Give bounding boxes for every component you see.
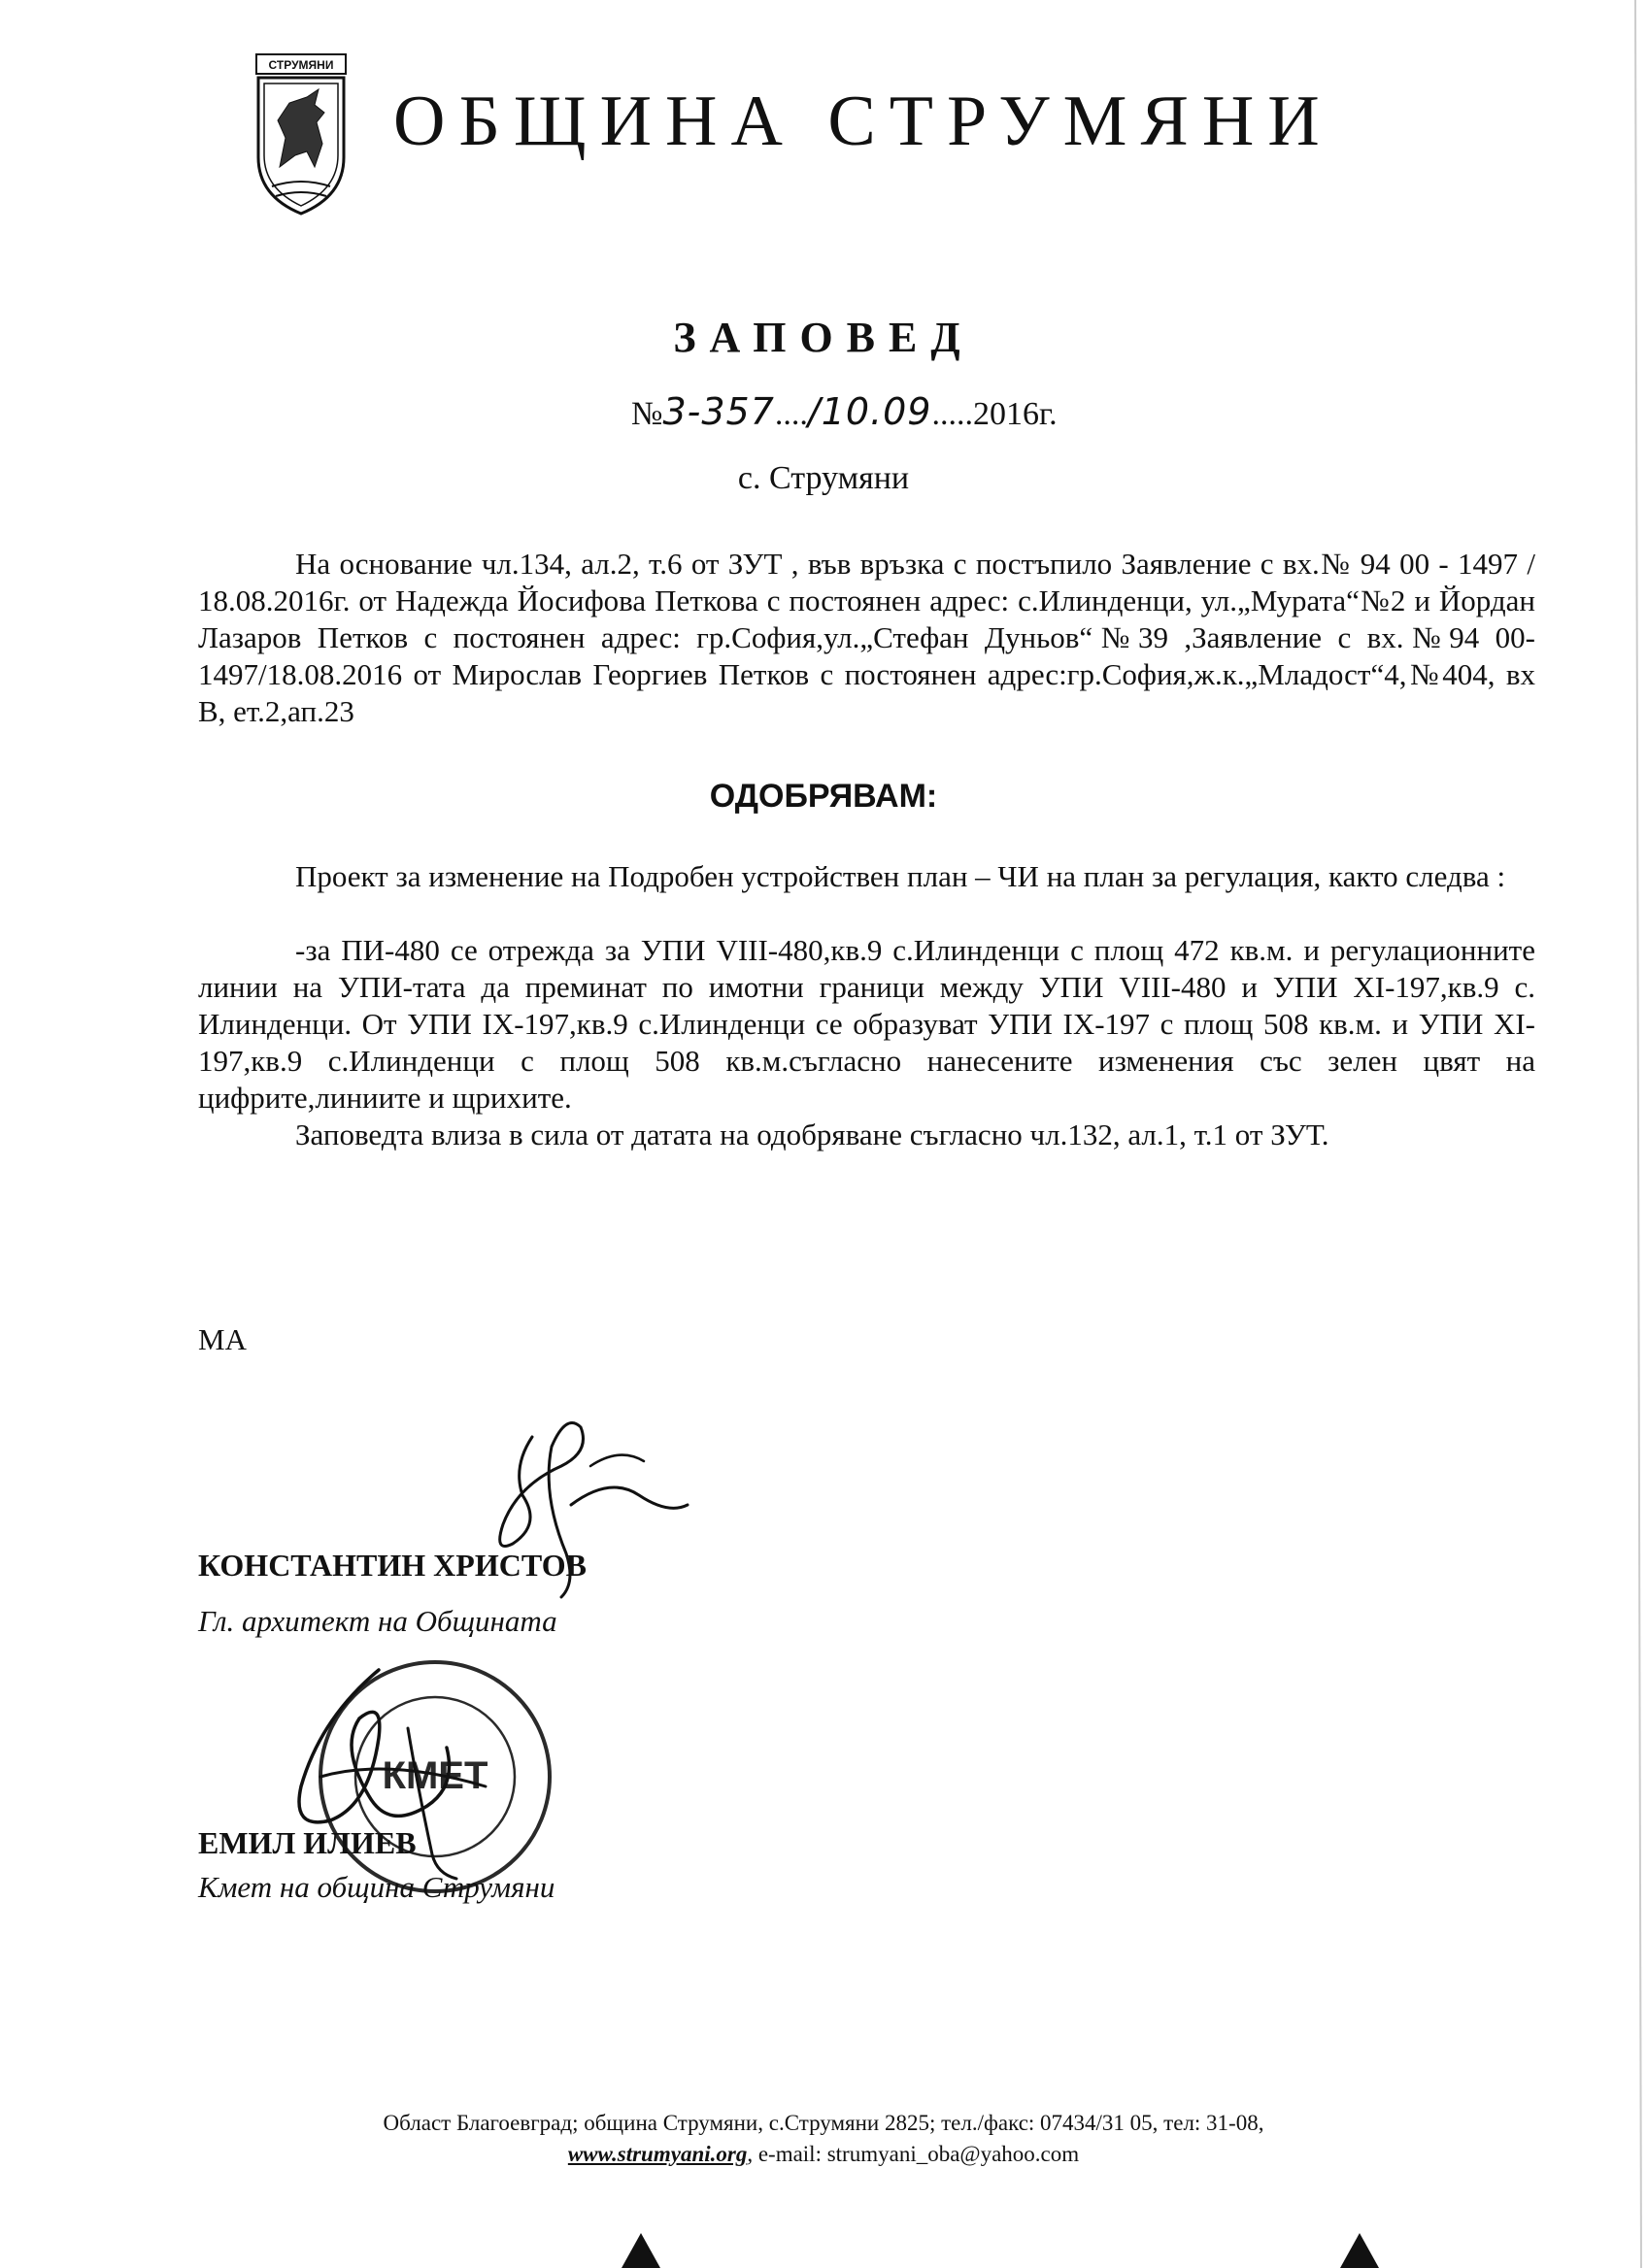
legal-basis-paragraph: На основание чл.134, ал.2, т.6 от ЗУТ , във връзка с постъпило Заявление с вх.№ 94 00 - 1497 / 18.08.2016г. от Надежда Йосифова Петкова с постоянен адрес: с.Илинденци, ул.„Мурата“№2 и Йордан Лазаров Петков с постоянен адрес: гр.София,ул.„Стефан Дуньов“№39 ,Заявление с вх.№94 00-1497/18.08.2016 от Мирослав Георгиев Петков с постоянен адрес:гр.София,ж.к.„Младост“4,№404, вх В, ет.2,ап.23 [198, 547, 1535, 728]
order-year: 2016г. [972, 396, 1058, 432]
order-place: с. Струмяни [737, 460, 910, 496]
stamp-text: КМЕТ [382, 1754, 488, 1797]
approve-heading: ОДОБРЯВАМ: [709, 778, 938, 815]
effective-date-paragraph: Заповедта влиза в сила от датата на одобряване съгласно чл.132, ал.1, т.1 от ЗУТ. [295, 1117, 1329, 1151]
footer-contacts [0, 2142, 1647, 2167]
author-initials: МА [198, 1322, 247, 1356]
order-number-separator: / [807, 390, 822, 433]
order-date-handwritten: 10.09 [821, 390, 932, 433]
order-number-handwritten: 3-357 [662, 390, 775, 433]
architect-role: Гл. архитект на Общината [198, 1604, 557, 1638]
order-number-dots-1: .... [774, 396, 808, 432]
plot-details-paragraph: -за ПИ-480 се отрежда за УПИ VIII-480,кв.9 с.Илинденци с площ 472 кв.м. и регулационните линии на УПИ-тата да преминат по имотни граници между УПИ VIII-480 и УПИ XI-197,кв.9 с. Илинденци. От УПИ IX-197,кв.9 с.Илинденци се образуват УПИ IX-197 с площ 508 кв.м. и УПИ XI-197,кв.9 с.Илинденци с площ 508 кв.м.съгласно нанесените изменения със зелен цвят на цифрите,линиите и щрихите. [198, 933, 1535, 1115]
project-intro-paragraph: Проект за изменение на Подробен устройствен план – ЧИ на план за регулация, както следва : [295, 859, 1506, 893]
order-number-line [631, 390, 1058, 433]
footer-address: Област Благоевград; община Струмяни, с.Струмяни 2825; тел./факс: 07434/31 05, тел: 31-08, [383, 2111, 1264, 2135]
municipality-title: ОБЩИНА СТРУМЯНИ [393, 82, 1333, 161]
footer-website-link[interactable]: www.strumyani.org [567, 2142, 748, 2166]
order-number-prefix: № [631, 396, 663, 432]
crest-text: СТРУМЯНИ [268, 58, 334, 72]
architect-name: КОНСТАНТИН ХРИСТОВ [198, 1548, 587, 1583]
order-title: ЗАПОВЕД [673, 314, 974, 361]
mayor-name: ЕМИЛ ИЛИЕВ [198, 1825, 417, 1860]
municipality-crest-icon [251, 50, 352, 217]
order-number-dots-2: ..... [931, 396, 973, 432]
footer-email: , e-mail: strumyani_oba@yahoo.com [747, 2142, 1080, 2166]
mayor-role: Кмет на община Струмяни [198, 1870, 555, 1904]
